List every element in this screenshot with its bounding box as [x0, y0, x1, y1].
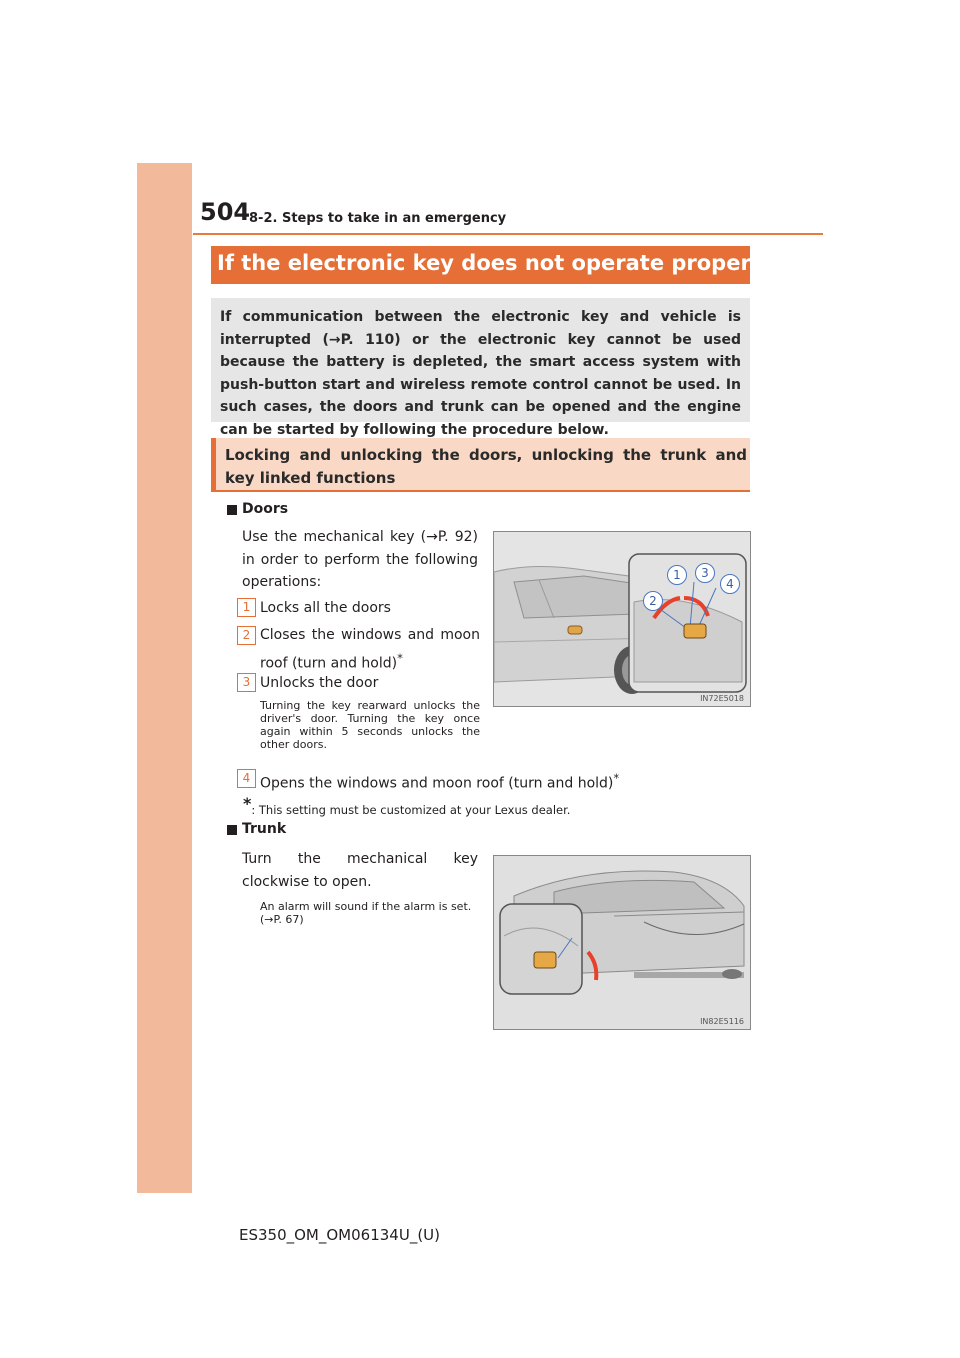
figure-code: IN72E5018 [700, 694, 744, 703]
section-label: 8-2. Steps to take in an emergency [249, 211, 507, 226]
doors-heading: Doors [242, 501, 289, 517]
title-bar [211, 246, 772, 284]
item-number-badge: 4 [237, 769, 256, 788]
doors-footnote: *: This setting must be customized at your Lexus dealer. [243, 794, 571, 817]
document-footer: ES350_OM_OM06134U_(U) [239, 1226, 441, 1244]
header-rule [193, 233, 823, 235]
door-item-2: Closes the windows and moon roof (turn and hold)* [260, 627, 480, 672]
item-number-badge: 1 [237, 598, 256, 617]
intro-box [211, 298, 750, 438]
page-title: If the electronic key does not operate properly [217, 251, 772, 275]
trunk-note: An alarm will sound if the alarm is set. (→P. 67) [260, 900, 472, 926]
figure-code: IN82E5116 [700, 1017, 744, 1026]
footnote-mark: * [397, 650, 403, 665]
trunk-illustration [493, 855, 751, 1030]
trunk-heading: Trunk [242, 821, 287, 837]
side-tab-bar [137, 163, 192, 1193]
intro-text: If communication between the electronic key and vehicle is interrupted (→P. 110) or the electronic key cannot be used because the battery is depleted, the smart access system with push-button start and wireless remote control cannot be used. In such cases, the doors and trunk can be opened and the engine can be started by following the procedure below. [220, 309, 741, 438]
car-door-image [494, 532, 750, 706]
figure-callout-4: 4 [720, 574, 740, 594]
square-bullet-icon [227, 505, 237, 515]
subheading: Locking and unlocking the doors, unlocking the trunk and key linked functions [225, 446, 747, 487]
page-number: 504 [200, 198, 251, 226]
footnote-mark: * [613, 771, 620, 785]
door-lock-illustration [493, 531, 751, 707]
figure-callout-2: 2 [643, 591, 663, 611]
subheading-bar [211, 438, 750, 492]
figure-callout-3: 3 [695, 563, 715, 583]
figure-callout-1: 1 [667, 565, 687, 585]
door-item-4: Opens the windows and moon roof (turn and hold)* [260, 771, 620, 792]
item-number-badge: 2 [237, 626, 256, 645]
car-trunk-image [494, 856, 750, 1029]
door-item-3-note: Turning the key rearward unlocks the driver's door. Turning the key once again within 5 seconds unlocks the other doors. [260, 699, 480, 751]
doors-intro: Use the mechanical key (→P. 92) in order to perform the following operations: [242, 529, 478, 590]
door-item-3: Unlocks the door [260, 675, 379, 691]
door-item-1: Locks all the doors [260, 600, 391, 616]
trunk-text: Turn the mechanical key clockwise to open. [242, 851, 478, 890]
square-bullet-icon [227, 825, 237, 835]
item-number-badge: 3 [237, 673, 256, 692]
